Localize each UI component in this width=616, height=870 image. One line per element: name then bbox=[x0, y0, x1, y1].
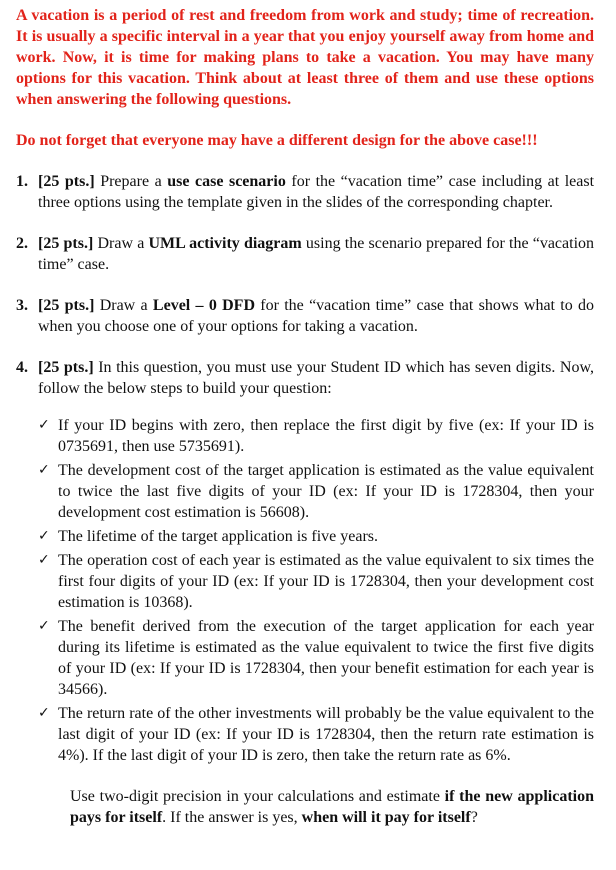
step-text: The operation cost of each year is estimated as the value equivalent to six times the first four digits of your ID (ex: If your ID is 1728304, then your development cost estimation is 10368). bbox=[58, 552, 594, 611]
question-text: using the scenario prepared for the “vacation time” case. bbox=[38, 235, 595, 273]
checkmark-icon: ✓ bbox=[38, 552, 50, 568]
question-text: Prepare a bbox=[94, 173, 168, 190]
intro-paragraph: A vacation is a period of rest and freedom from work and study; time of recreation. It is usually a specific interval in a year that you enjoy yourself away from home and work. Now, it is time for making plans to take a vacation. You may have many options for this vacation. Think about at least three of them and use these options when answering the following questions. bbox=[16, 7, 594, 108]
question-text: Draw a bbox=[93, 235, 149, 252]
question-points: [25 pts.] bbox=[38, 359, 94, 376]
question-points: [25 pts.] bbox=[38, 235, 94, 252]
step-text: The benefit derived from the execution of the target application for each year during its lifetime is estimated as the value equivalent to twice the first five digits of your ID (ex: If your ID is 1728304, then your benefit estimation for each year is 34566). bbox=[58, 618, 594, 698]
list-item bbox=[38, 703, 594, 766]
closing-keyword: when will it pay for itself bbox=[301, 809, 471, 826]
warning-note: Do not forget that everyone may have a different design for the above case!!! bbox=[16, 132, 538, 149]
list-item bbox=[38, 526, 594, 547]
question-keyword: Level – 0 DFD bbox=[152, 297, 255, 314]
question-text: for the “vacation time” case that shows what to do when you choose one of your options for taking a vacation. bbox=[38, 297, 595, 335]
closing-keyword: if the new application pays for itself bbox=[70, 788, 594, 826]
question-keyword: use case scenario bbox=[167, 173, 286, 190]
list-item bbox=[38, 550, 594, 613]
question-2 bbox=[16, 233, 594, 275]
question-1 bbox=[16, 171, 594, 213]
list-item bbox=[38, 616, 594, 700]
question-number: 2. bbox=[16, 235, 28, 252]
question-number: 1. bbox=[16, 173, 28, 190]
checkmark-icon: ✓ bbox=[38, 705, 50, 721]
list-item bbox=[38, 415, 594, 457]
checkmark-icon: ✓ bbox=[38, 462, 50, 478]
question-points: [25 pts.] bbox=[38, 297, 95, 314]
closing-text: ? bbox=[470, 809, 478, 826]
step-text: If your ID begins with zero, then replace the first digit by five (ex: If your ID is 0735691, then use 5735691). bbox=[58, 417, 594, 455]
closing-paragraph bbox=[70, 786, 594, 828]
step-text: The return rate of the other investments will probably be the value equivalent to the last digit of your ID (ex: If your ID is 1728304, then the return rate estimation is 4%). If the last digit of your ID is zero, then take the return rate as 6%. bbox=[58, 705, 594, 764]
checkmark-icon: ✓ bbox=[38, 417, 50, 433]
closing-text: Use two-digit precision in your calculations and estimate bbox=[70, 788, 445, 805]
list-item bbox=[38, 460, 594, 523]
question-number: 3. bbox=[16, 297, 28, 314]
closing-text: . If the answer is yes, bbox=[162, 809, 302, 826]
question-4 bbox=[16, 357, 594, 399]
question-number: 4. bbox=[16, 359, 28, 376]
checkmark-icon: ✓ bbox=[38, 528, 50, 544]
checkmark-icon: ✓ bbox=[38, 618, 50, 634]
question-text: for the “vacation time” case including at least three options using the template given in the slides of the corresponding chapter. bbox=[38, 173, 595, 211]
step-text: The development cost of the target application is estimated as the value equivalent to twice the last five digits of your ID (ex: If your ID is 1728304, then your development cost estimation is 56608). bbox=[58, 462, 594, 521]
question-points: [25 pts.] bbox=[38, 173, 95, 190]
question-text: Draw a bbox=[94, 297, 153, 314]
question-3 bbox=[16, 295, 594, 337]
step-text: The lifetime of the target application is five years. bbox=[58, 528, 379, 545]
steps-list bbox=[16, 415, 594, 766]
question-text: In this question, you must use your Student ID which has seven digits. Now, follow the below steps to build your question: bbox=[38, 359, 595, 397]
question-keyword: UML activity diagram bbox=[148, 235, 302, 252]
